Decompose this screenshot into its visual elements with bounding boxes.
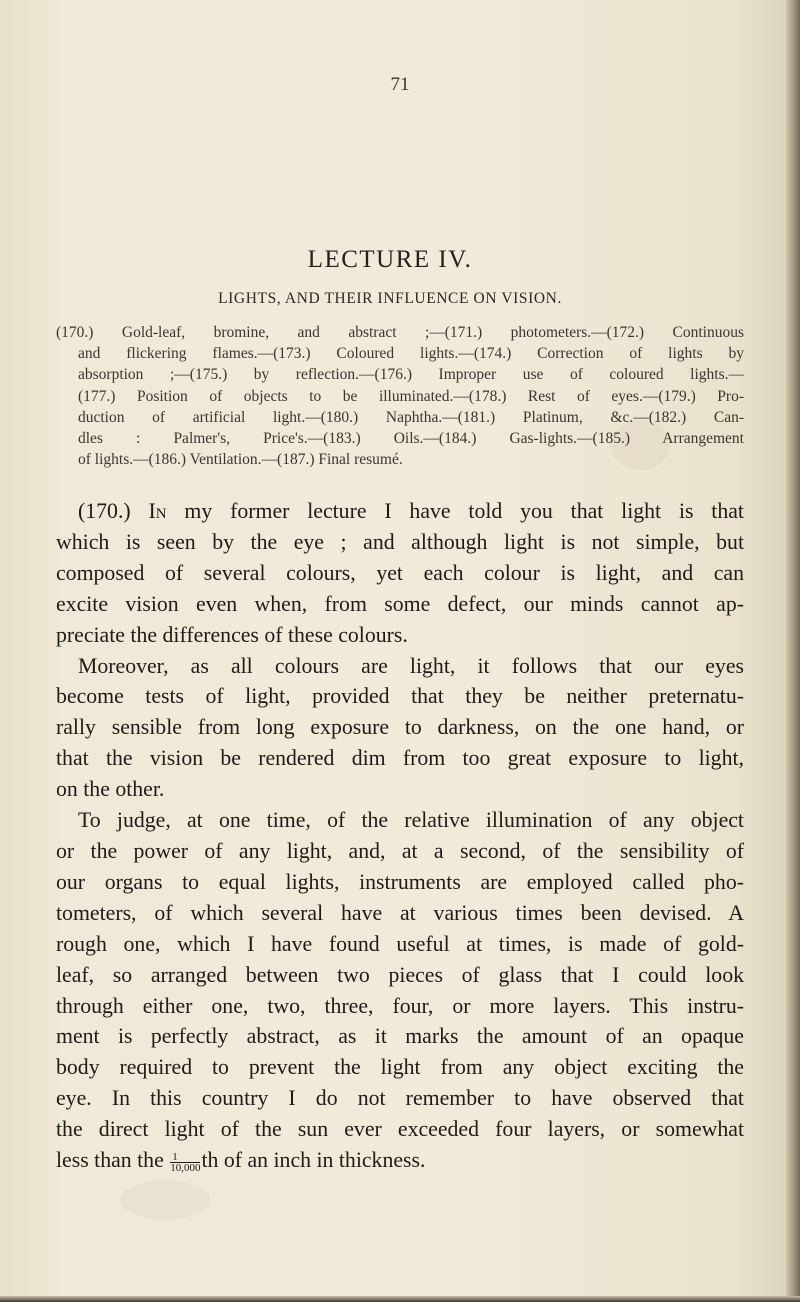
- lecture-title: LECTURE IV.: [307, 246, 473, 273]
- body-line: the direct light of the sun ever exceeded four layers, or somewhat: [56, 1117, 744, 1142]
- body-line: on the other.: [56, 777, 165, 802]
- body-line: [56, 496, 744, 527]
- body-line: or the power of any light, and, at a second, of the sensibility of: [56, 838, 744, 863]
- body-line: our organs to equal lights, instruments are employed called pho-: [56, 869, 744, 894]
- fraction-denominator: 10,000: [170, 1162, 201, 1175]
- body-line: ment is perfectly abstract, as it marks the amount of an opaque: [56, 1024, 744, 1049]
- synopsis-line: of lights.—(186.) Ventilation.—(187.) Final resumé.: [78, 451, 403, 469]
- body-line: Moreover, as all colours are light, it follows that our eyes: [78, 653, 744, 678]
- drop-word: In: [148, 499, 167, 523]
- fraction: [170, 1152, 200, 1173]
- body-line: excite vision even when, from some defect, our minds cannot ap-: [56, 591, 744, 616]
- synopsis-line: duction of artificial light.—(180.) Naphtha.—(181.) Platinum, &c.—(182.) Can-: [78, 408, 744, 426]
- body-line-text: less than the: [56, 1148, 170, 1173]
- body-line: that the vision be rendered dim from too great exposure to light,: [56, 746, 744, 771]
- paragraph-number: (170.): [78, 499, 149, 523]
- body-line-text: my former lecture I have told you that light is that: [166, 499, 744, 523]
- body-line: leaf, so arranged between two pieces of glass that I could look: [56, 962, 744, 987]
- synopsis-line: dles : Palmer's, Price's.—(183.) Oils.—(184.) Gas-lights.—(185.) Arrangement: [78, 430, 744, 448]
- page-edge-right: [786, 0, 800, 1302]
- body-line: composed of several colours, yet each colour is light, and can: [56, 560, 744, 585]
- lecture-subtitle: LIGHTS, AND THEIR INFLUENCE ON VISION.: [218, 290, 562, 307]
- body-line: preciate the differences of these colours.: [56, 622, 408, 647]
- body-line: eye. In this country I do not remember to have observed that: [56, 1086, 744, 1111]
- body-line: which is seen by the eye ; and although light is not simple, but: [56, 529, 744, 554]
- body-line: body required to prevent the light from any object exciting the: [56, 1055, 744, 1080]
- fraction-numerator: 1: [170, 1152, 200, 1163]
- synopsis-line: (177.) Position of objects to be illuminated.—(178.) Rest of eyes.—(179.) Pro-: [78, 387, 744, 405]
- synopsis: [56, 322, 744, 470]
- body-line: [56, 1145, 744, 1176]
- body-line: through either one, two, three, four, or more layers. This instru-: [56, 993, 744, 1018]
- body-line: become tests of light, provided that they be neither preternatu-: [56, 684, 744, 709]
- body-line: rough one, which I have found useful at times, is made of gold-: [56, 931, 744, 956]
- paper-stain: [120, 1180, 210, 1220]
- body-line: To judge, at one time, of the relative illumination of any object: [78, 808, 744, 833]
- synopsis-line: absorption ;—(175.) by reflection.—(176.) Improper use of coloured lights.—: [78, 366, 744, 384]
- synopsis-line: and flickering flames.—(173.) Coloured lights.—(174.) Correction of lights by: [78, 345, 744, 363]
- body-line: tometers, of which several have at various times been devised. A: [56, 900, 744, 925]
- synopsis-line: (170.) Gold-leaf, bromine, and abstract ;—(171.) photometers.—(172.) Continuous: [56, 324, 744, 341]
- body-line-text: th of an inch in thickness.: [201, 1148, 426, 1173]
- body-line: rally sensible from long exposure to darkness, on the one hand, or: [56, 715, 744, 740]
- body-text: [56, 496, 744, 1176]
- page-edge-bottom: [0, 1296, 800, 1302]
- page-number: 71: [390, 74, 410, 95]
